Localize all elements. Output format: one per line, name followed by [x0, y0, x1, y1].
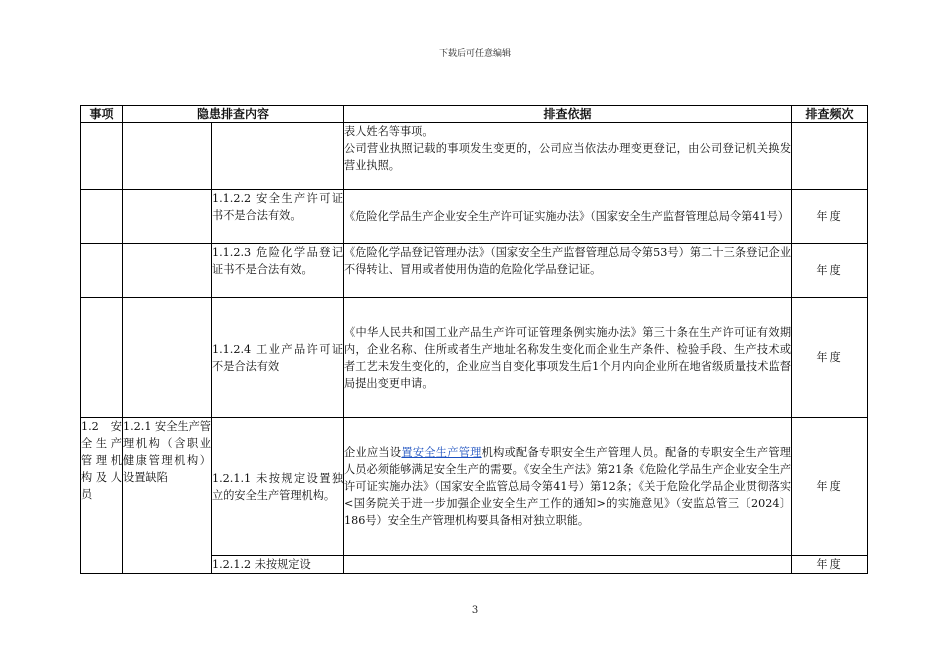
table-row	[81, 123, 868, 190]
frequency-cell: 年度	[792, 298, 868, 418]
table-row	[81, 190, 868, 244]
sub-item-cell: 1.1.2.2 安全生产许可证书不是合法有效。	[212, 190, 344, 244]
header-basis: 排查依据	[344, 106, 792, 123]
sub-item-cell: 1.1.2.3 危险化学品登记证书不是合法有效。	[212, 244, 344, 298]
hazard-inspection-table	[80, 105, 868, 574]
header-frequency: 排查频次	[792, 106, 868, 123]
sub-item-cell	[212, 123, 344, 190]
basis-cell: 《危险化学品生产企业安全生产许可证实施办法》（国家安全生产监督管理总局令第41号）	[344, 190, 792, 244]
content-cell	[123, 244, 212, 298]
header-item: 事项	[81, 106, 123, 123]
sub-item-cell: 1.2.1.2 未按规定设	[212, 556, 344, 574]
basis-text-line: 公司营业执照记载的事项发生变更的，公司应当依法办理变更登记，由公司登记机关换发营业执照。	[344, 142, 792, 172]
basis-text-line: 表人姓名等事项。	[344, 125, 434, 138]
basis-cell: 《中华人民共和国工业产品生产许可证管理条例实施办法》第三十条在生产许可证有效期内，企业名称、住所或者生产地址名称发生变化而企业生产条件、检验手段、生产技术或者工艺未发生变化的，企业应当自变化事项发生后1个月内向企业所在地省级质量技术监督局提出变更申请。	[344, 298, 792, 418]
table-row	[81, 418, 868, 556]
item-cell: 1.2 安全生产管理机构及人员	[81, 418, 123, 574]
frequency-cell: 年度	[792, 190, 868, 244]
table-header-row	[81, 106, 868, 123]
frequency-cell: 年度	[792, 418, 868, 556]
table-row	[81, 298, 868, 418]
basis-cell	[344, 556, 792, 574]
basis-cell	[344, 418, 792, 556]
basis-text: 企业应当设	[344, 446, 402, 459]
sub-item-cell: 1.1.2.4 工业产品许可证不是合法有效	[212, 298, 344, 418]
basis-cell: 《危险化学品登记管理办法》（国家安全生产监督管理总局令第53号）第二十三条登记企业不得转让、冒用或者使用伪造的危险化学品登记证。	[344, 244, 792, 298]
header-content: 隐患排查内容	[123, 106, 344, 123]
table-row	[81, 244, 868, 298]
item-cell	[81, 190, 123, 244]
content-cell	[123, 123, 212, 190]
page-number: 3	[471, 605, 479, 616]
content-cell	[123, 298, 212, 418]
content-cell	[123, 190, 212, 244]
item-cell	[81, 298, 123, 418]
header-note: 下载后可任意编辑	[438, 49, 511, 59]
basis-text: 机构或配备专职安全生产管理人员。配备的专职安全生产管理人员必须能够满足安全生产的需要。《安全生产法》第21条《危险化学品生产企业安全生产许可证实施办法》（国家安全监管总局令第41号）第12条；《关于危险化学品企业贯彻落实<国务院关于进一步加强企业安全生产工作的通知>的实施意见》（安监总管三〔2024〕186号）安全生产管理机构要具备相对独立职能。	[344, 446, 792, 527]
frequency-cell	[792, 123, 868, 190]
basis-link[interactable]: 置安全生产管理	[401, 446, 482, 459]
item-cell	[81, 244, 123, 298]
sub-item-cell: 1.2.1.1 未按规定设置独立的安全生产管理机构。	[212, 418, 344, 556]
item-cell	[81, 123, 123, 190]
content-cell: 1.2.1 安全生产管理机构（含职业健康管理机构）设置缺陷	[123, 418, 212, 574]
frequency-cell: 年度	[792, 244, 868, 298]
basis-cell	[344, 123, 792, 190]
frequency-cell: 年度	[792, 556, 868, 574]
